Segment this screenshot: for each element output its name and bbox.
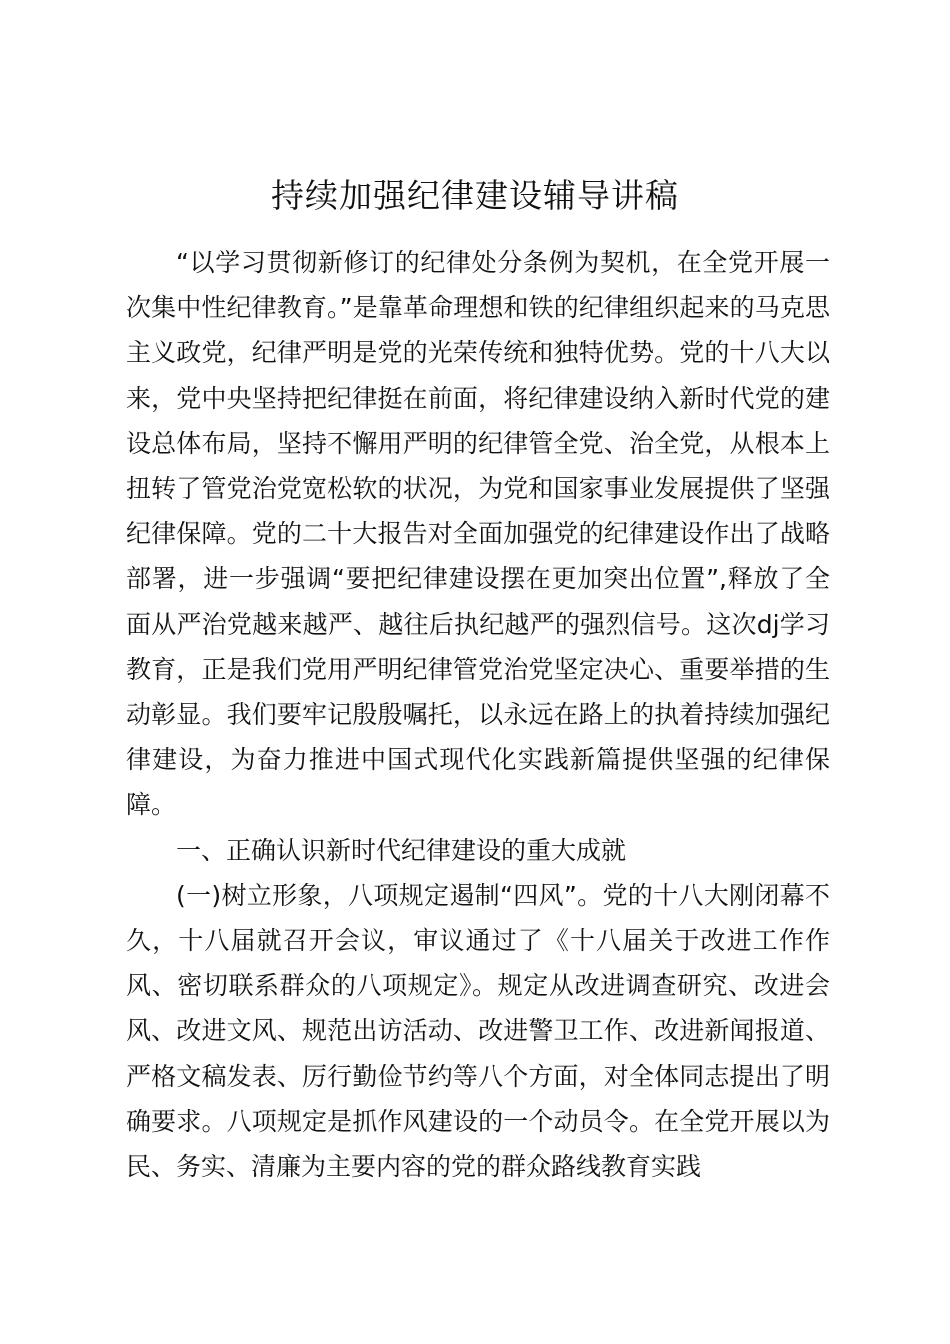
document-body xyxy=(126,240,830,1189)
document-title: 持续加强纪律建设辅导讲稿 xyxy=(271,176,679,215)
intro-paragraph: “以学习贯彻新修订的纪律处分条例为契机，在全党开展一次集中性纪律教育。”是靠革命理想和铁的纪律组织起来的马克思主义政党，纪律严明是党的光荣传统和独特优势。党的十八大以来，党中央坚持把纪律挺在前面，将纪律建设纳入新时代党的建设总体布局，坚持不懈用严明的纪律管全党、治全党，从根本上扭转了管党治党宽松软的状况，为党和国家事业发展提供了坚强纪律保障。党的二十大报告对全面加强党的纪律建设作出了战略部署，进一步强调“要把纪律建设摆在更加突出位置”,释放了全面从严治党越来越严、越往后执纪越严的强烈信号。这次dj学习教育，正是我们党用严明纪律管党治党坚定决心、重要举措的生动彰显。我们要牢记殷殷嘱托，以永远在路上的执着持续加强纪律建设，为奋力推进中国式现代化实践新篇提供坚强的纪律保障。 xyxy=(126,248,830,820)
section-heading: 一、正确认识新时代纪律建设的重大成就 xyxy=(176,835,627,865)
section-paragraph: (一)树立形象，八项规定遏制“四风”。党的十八大刚闭幕不久，十八届就召开会议，审议通过了《十八届关于改进工作作风、密切联系群众的八项规定》。规定从改进调查研究、改进会风、改进文风、规范出访活动、改进警卫工作、改进新闻报道、严格文稿发表、厉行勤俭节约等八个方面，对全体同志提出了明确要求。八项规定是抓作风建设的一个动员令。在全党开展以为民、务实、清廉为主要内容的党的群众路线教育实践 xyxy=(126,880,830,1182)
